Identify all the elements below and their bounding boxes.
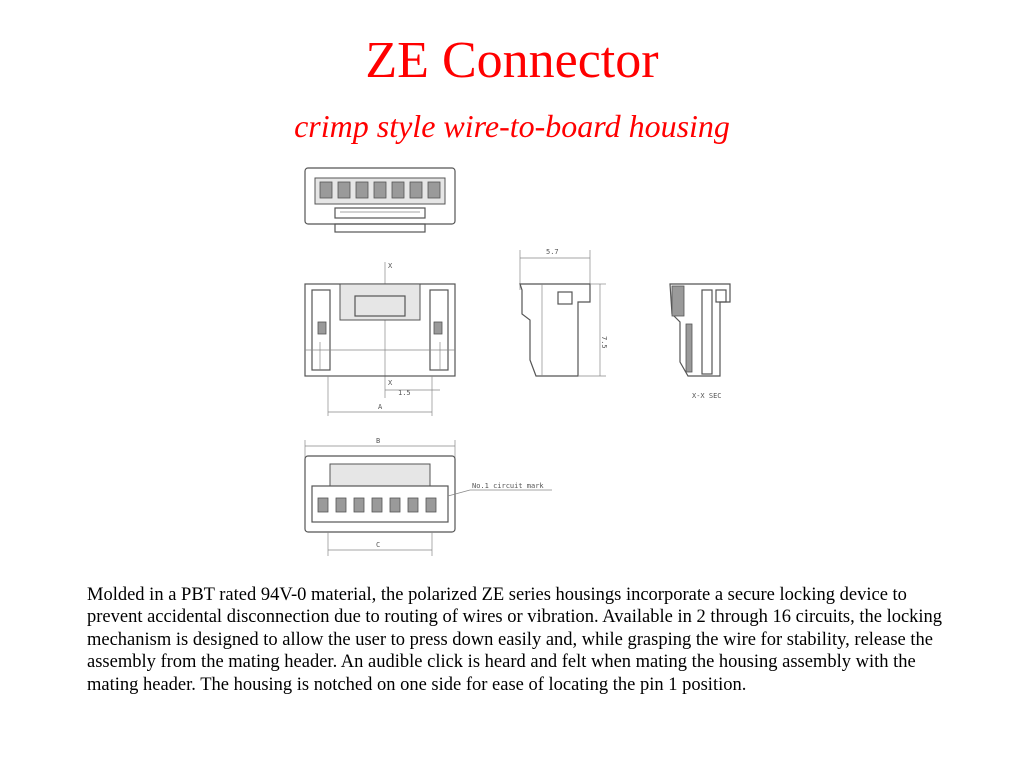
description-paragraph: Molded in a PBT rated 94V-0 material, the polarized ZE series housings incorporate a secure locking device to prevent accidental disconnection due to routing of wires or vibration. Available in 2 through 16 circuits, the locking mechanism is designed to allow the user to press down easily and, while grasping the wire for stability, release the assembly from the mating header. An audible click is heard and felt when mating the housing assembly with the mating header. The housing is notched on one side for ease of locating the pin 1 position. (87, 585, 943, 695)
label-x-top: X (388, 262, 393, 270)
dimension-width: 5.7 (546, 248, 559, 256)
label-b: B (376, 437, 381, 445)
top-view (305, 168, 455, 232)
slide-subtitle: crimp style wire-to-board housing (294, 108, 730, 144)
label-a: A (378, 403, 383, 411)
side-view (520, 248, 608, 376)
connector-technical-drawing (290, 150, 760, 570)
circuit-mark-label: No.1 circuit mark (472, 482, 544, 490)
front-view (305, 262, 455, 416)
bottom-view (305, 437, 552, 556)
slide-title: ZE Connector (365, 32, 659, 89)
label-x-bottom: X (388, 379, 393, 387)
label-c: C (376, 541, 381, 549)
section-label: X-X SEC (692, 392, 722, 400)
section-view (670, 284, 730, 400)
dimension-height: 7.5 (600, 336, 608, 349)
dimension-small: 1.5 (398, 389, 411, 397)
